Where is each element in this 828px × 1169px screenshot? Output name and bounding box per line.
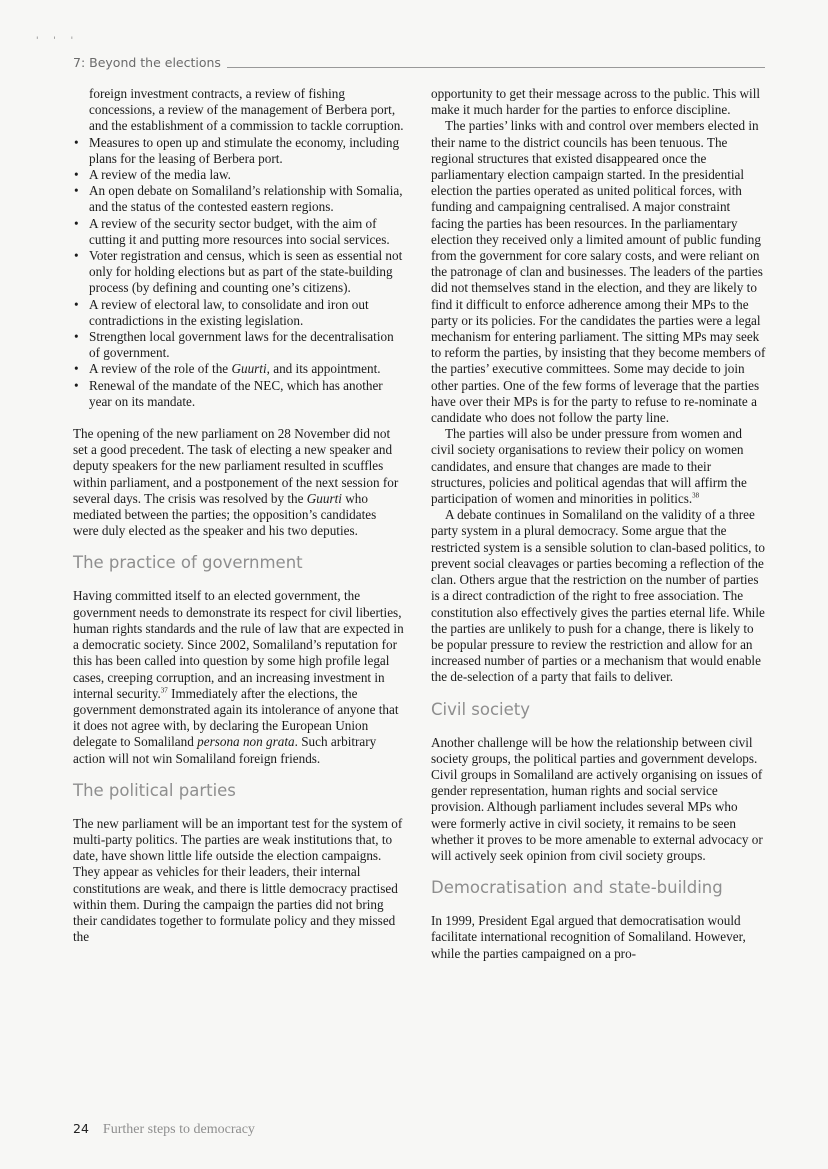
text-run: Immediately after the elections, the government demonstrated again its intolerance of anyone that it does not agree with, by declaring the European Union delegate to Somaliland xyxy=(73,685,399,750)
chapter-title: 7: Beyond the elections xyxy=(73,55,227,70)
emphasis: persona non grata xyxy=(197,734,295,750)
text-run: . Such arbitrary action will not win Somaliland foreign friends. xyxy=(73,734,377,766)
left-column xyxy=(73,86,404,945)
emphasis: Guurti xyxy=(231,361,267,377)
scan-marks: ' ' ' xyxy=(36,36,80,46)
text-run: , and its appointment. xyxy=(266,361,381,377)
debate-paragraph: A debate continues in Somaliland on the validity of a three party system in a plural democracy. Some argue that the restricted system is a sensible solution to clan-based politics, to prevent social cleavages or parties becoming a reflection of the clan. Others argue that the restriction on the number of parties is a direct contradiction of the right to free association. The constitution also effectively gives the parties eternal life. While the parties are unlikely to push for a change, there is likely to be popular pressure to review the restriction and allow for an increased number of parties or a mechanism that would enable the de-selection of a party that fails to deliver. xyxy=(431,507,766,685)
text-run: Having committed itself to an elected government, the government needs to demonstrate its respect for civil liberties, human rights standards and the rule of law that are expected in a democratic society. Since 2002, Somaliland’s reputation for this has been called into question by some high profile legal cases, creeping corruption, and an increasing investment in internal security. xyxy=(73,588,404,701)
list-item xyxy=(73,361,404,377)
list-item: • A review of the media law. xyxy=(73,167,404,183)
footnote-ref: 38 xyxy=(692,491,700,500)
right-column xyxy=(431,86,766,962)
footnote-ref: 37 xyxy=(160,686,168,695)
page-number: 24 xyxy=(73,1121,89,1136)
recommendations-list xyxy=(73,135,404,410)
section-heading-practice: The practice of government xyxy=(73,553,303,573)
section-heading-civil-society: Civil society xyxy=(431,699,531,719)
text-run: A review of the role of the xyxy=(89,361,232,377)
section-heading-democratisation: Democratisation and state-building xyxy=(431,878,723,898)
list-item: • Voter registration and census, which is seen as essential not only for holding elections but as part of the state-building process (by defining and counting one’s citizens). xyxy=(73,248,404,297)
opening-paragraph xyxy=(73,426,404,539)
pressure-paragraph xyxy=(431,426,766,507)
running-header xyxy=(73,54,765,70)
page-footer xyxy=(73,1121,255,1138)
practice-paragraph xyxy=(73,588,404,766)
text-run: The parties will also be under pressure from women and civil society organisations to review their policy on women candidates, and ensure that changes are made to their structures, policies and political agendas that will affirm the participation of women and minorities in politics. xyxy=(431,426,747,507)
links-paragraph: The parties’ links with and control over members elected in their name to the district councils has been tenuous. The regional structures that existed disappeared once the parliamentary election campaign started. In the presidential election the parties operated as united political forces, with funding and campaigning centralised. A major constraint facing the parties has been resources. In the parliamentary election they received only a limited amount of public funding from the government for core salary costs, and were reliant on the patronage of clan and businesses. The leaders of the parties did not themselves stand in the election, and they are likely to find it difficult to enforce adherence among their MPs to the party or its policies. For the candidates the parties were a legal mechanism for entering parliament. The sitting MPs may seek to reform the parties, by insisting that they become members of the parties’ executive committees. Some may decide to join other parties. One of the few forms of leverage that the parties have over their MPs is for the party to refuse to re-nominate a candidate who does not follow the party line. xyxy=(431,118,766,426)
list-item: • A review of electoral law, to consolidate and iron out contradictions in the existing legislation. xyxy=(73,297,404,329)
civil-society-paragraph: Another challenge will be how the relationship between civil society groups, the political parties and government develops. Civil groups in Somaliland are actively organising on issues of gender representation, human rights and social service provision. Although parliament includes several MPs who were formerly active in civil society, it remains to be seen whether it proves to be more amenable to external advocacy or will actively seek opinion from civil society groups. xyxy=(431,734,763,863)
list-item: • Renewal of the mandate of the NEC, which has another year on its mandate. xyxy=(73,378,404,410)
text-run: who mediated between the parties; the opposition’s candidates were duly elected as the speaker and his two deputies. xyxy=(73,490,377,539)
publication-title: Further steps to democracy xyxy=(102,1122,255,1137)
parties-paragraph: The new parliament will be an important test for the system of multi-party politics. The parties are weak institutions that, to date, have shown little life outside the election campaigns. They appear as vehicles for their leaders, their internal constitutions are weak, and there is little democracy practised within them. During the campaign the parties did not bring their candidates together to formulate policy and they missed the xyxy=(73,815,403,945)
section-heading-parties: The political parties xyxy=(73,780,236,800)
list-item: • Strengthen local government laws for the decentralisation of government. xyxy=(73,329,404,361)
list-item: • Measures to open up and stimulate the economy, including plans for the leasing of Berbera port. xyxy=(73,135,404,167)
emphasis: Guurti xyxy=(306,490,342,506)
text-run: The opening of the new parliament on 28 November did not set a good precedent. The task of electing a new speaker and deputy speakers for the new parliament resulted in scuffles within parliament, and a postponement of the next session for several days. The crisis was resolved by the xyxy=(73,426,399,506)
list-item: • An open debate on Somaliland’s relationship with Somalia, and the status of the contested eastern regions. xyxy=(73,183,404,215)
bullet-continuation: foreign investment contracts, a review of fishing concessions, a review of the management of Berbera port, and the establishment of a commission to tackle corruption. xyxy=(89,86,404,134)
list-item: • A review of the security sector budget, with the aim of cutting it and putting more resources into social services. xyxy=(73,216,404,248)
continued-paragraph: opportunity to get their message across to the public. This will make it much harder for the parties to enforce discipline. xyxy=(431,86,761,118)
democratisation-paragraph: In 1999, President Egal argued that democratisation would facilitate international recognition of Somaliland. However, while the parties campaigned on a pro- xyxy=(431,913,746,961)
